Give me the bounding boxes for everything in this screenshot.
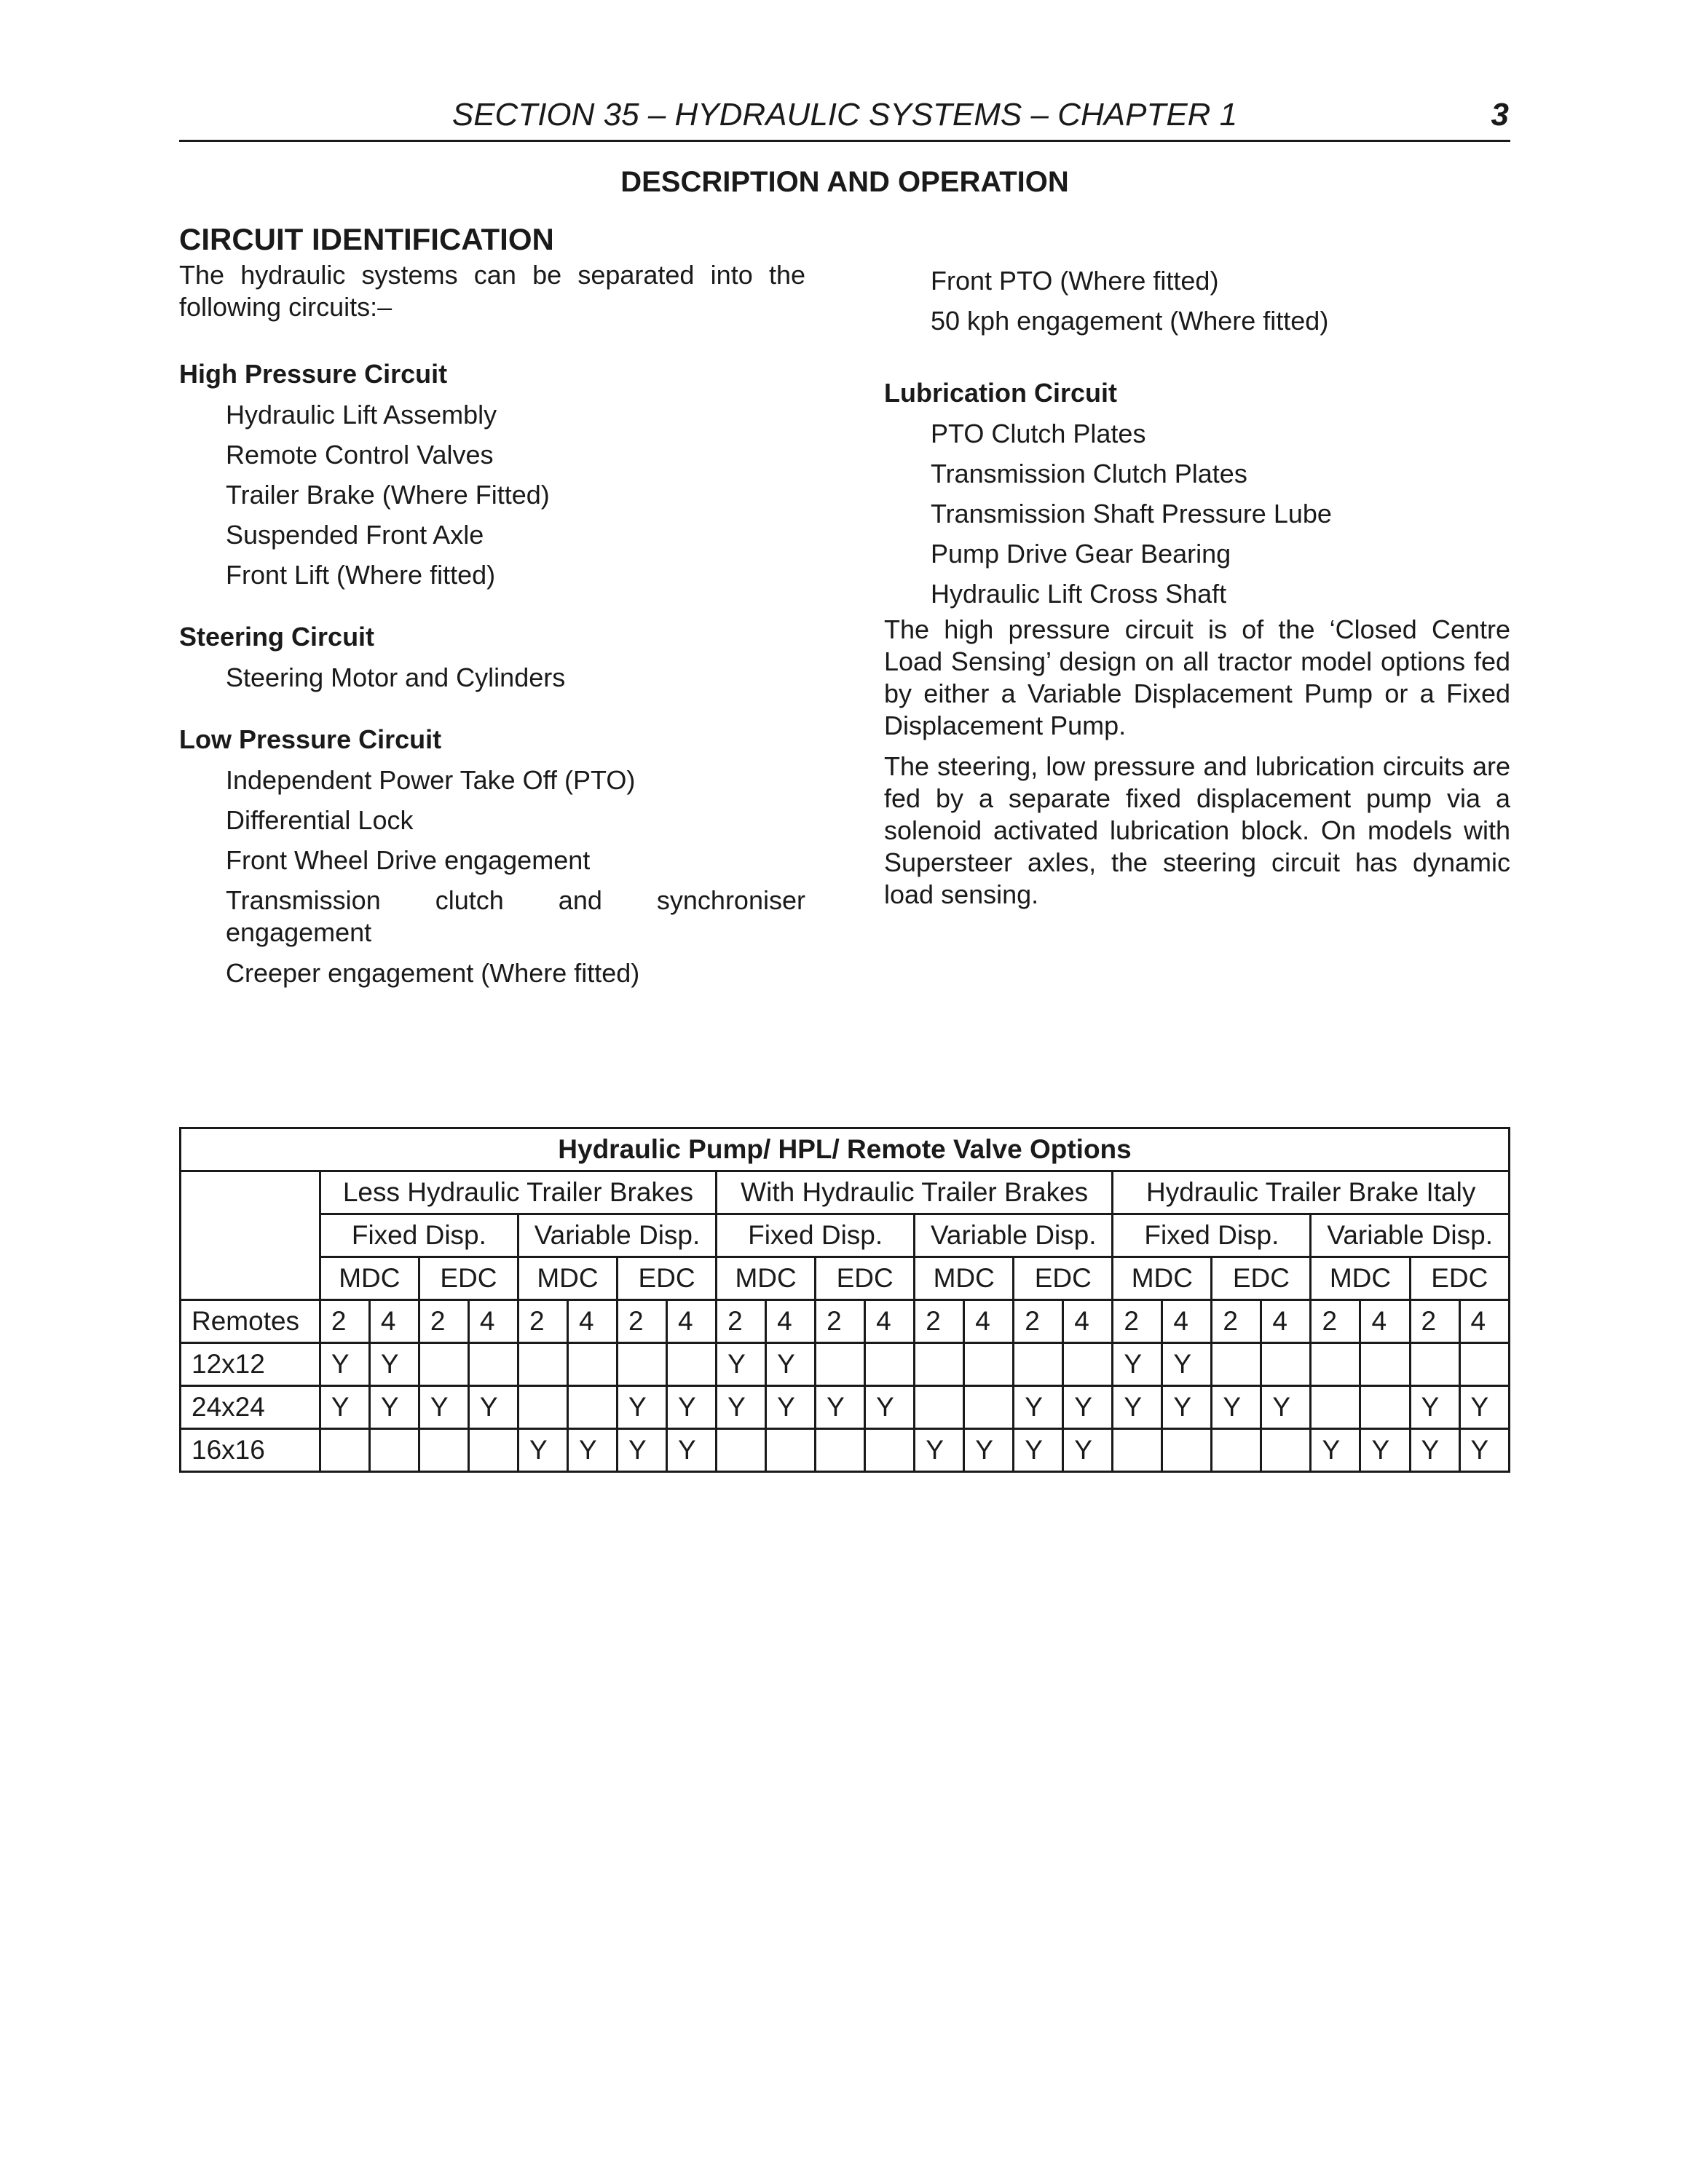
remote-count: 2 xyxy=(1014,1300,1063,1343)
option-cell: Y xyxy=(766,1386,816,1429)
control-type-header: EDC xyxy=(1212,1257,1311,1300)
option-cell xyxy=(1261,1429,1311,1472)
list-item: Transmission Clutch Plates xyxy=(931,459,1247,488)
option-cell xyxy=(567,1343,617,1386)
lubrication-list xyxy=(884,414,1510,614)
low-pressure-list-continued xyxy=(884,261,1510,341)
remote-count: 2 xyxy=(1113,1300,1162,1343)
option-cell: Y xyxy=(717,1386,766,1429)
list-item: Remote Control Valves xyxy=(226,440,494,470)
option-cell: Y xyxy=(369,1343,419,1386)
option-cell: Y xyxy=(1360,1429,1410,1472)
remote-count: 4 xyxy=(369,1300,419,1343)
option-cell xyxy=(518,1386,567,1429)
remote-count: 4 xyxy=(865,1300,915,1343)
remote-count: 4 xyxy=(1459,1300,1509,1343)
main-heading: DESCRIPTION AND OPERATION xyxy=(620,166,1069,198)
left-column xyxy=(179,220,805,993)
option-cell: Y xyxy=(1014,1386,1063,1429)
option-cell xyxy=(320,1429,369,1472)
option-cell: Y xyxy=(816,1386,865,1429)
remote-count: 2 xyxy=(1410,1300,1459,1343)
table-row xyxy=(181,1343,1510,1386)
option-cell xyxy=(717,1429,766,1472)
transmission-label: 16x16 xyxy=(181,1429,320,1472)
option-cell xyxy=(667,1343,717,1386)
list-item: Front Wheel Drive engagement xyxy=(226,845,591,875)
brake-group-row xyxy=(181,1171,1510,1214)
option-cell xyxy=(915,1386,964,1429)
option-cell: Y xyxy=(419,1386,468,1429)
option-cell xyxy=(468,1429,518,1472)
low-pressure-heading: Low Pressure Circuit xyxy=(179,724,442,754)
intro-paragraph: The hydraulic systems can be separated into the following circuits:– xyxy=(179,260,805,322)
control-type-row xyxy=(181,1257,1510,1300)
pump-type-header: Fixed Disp. xyxy=(320,1214,518,1257)
remote-count: 2 xyxy=(618,1300,667,1343)
option-cell xyxy=(915,1343,964,1386)
pump-type-header: Variable Disp. xyxy=(915,1214,1113,1257)
option-cell xyxy=(1311,1343,1360,1386)
option-cell xyxy=(816,1343,865,1386)
list-item: Steering Motor and Cylinders xyxy=(226,662,566,692)
option-cell: Y xyxy=(1212,1386,1261,1429)
brake-group-header: With Hydraulic Trailer Brakes xyxy=(717,1171,1113,1214)
control-type-header: EDC xyxy=(419,1257,518,1300)
option-cell xyxy=(518,1343,567,1386)
list-item: Hydraulic Lift Assembly xyxy=(226,400,497,430)
remote-count: 2 xyxy=(419,1300,468,1343)
remote-count: 2 xyxy=(915,1300,964,1343)
high-pressure-heading: High Pressure Circuit xyxy=(179,359,448,389)
option-cell: Y xyxy=(1311,1429,1360,1472)
option-cell xyxy=(865,1343,915,1386)
transmission-label: 24x24 xyxy=(181,1386,320,1429)
option-cell xyxy=(1311,1386,1360,1429)
remote-count: 2 xyxy=(816,1300,865,1343)
empty-corner-cell xyxy=(181,1171,320,1300)
remote-count: 2 xyxy=(320,1300,369,1343)
remotes-label: Remotes xyxy=(181,1300,320,1343)
list-item: Front Lift (Where fitted) xyxy=(226,560,496,590)
control-type-header: MDC xyxy=(717,1257,816,1300)
option-cell xyxy=(1360,1386,1410,1429)
remote-count: 4 xyxy=(468,1300,518,1343)
option-cell xyxy=(1113,1429,1162,1472)
option-cell xyxy=(1212,1429,1261,1472)
option-cell: Y xyxy=(865,1386,915,1429)
option-cell xyxy=(964,1386,1014,1429)
remote-count: 4 xyxy=(1162,1300,1212,1343)
option-cell xyxy=(468,1343,518,1386)
option-cell: Y xyxy=(1113,1343,1162,1386)
option-cell xyxy=(1459,1343,1509,1386)
transmission-label: 12x12 xyxy=(181,1343,320,1386)
list-item: PTO Clutch Plates xyxy=(931,419,1146,448)
section-title: SECTION 35 – HYDRAULIC SYSTEMS – CHAPTER 1 xyxy=(451,97,1238,132)
remote-count: 2 xyxy=(518,1300,567,1343)
steering-list xyxy=(179,657,805,697)
pump-type-header: Fixed Disp. xyxy=(1113,1214,1311,1257)
option-cell: Y xyxy=(766,1343,816,1386)
remote-count: 2 xyxy=(717,1300,766,1343)
steering-heading: Steering Circuit xyxy=(179,622,375,652)
option-cell xyxy=(816,1429,865,1472)
list-item: Suspended Front Axle xyxy=(226,520,484,550)
list-item: Creeper engagement (Where fitted) xyxy=(226,958,640,988)
option-cell: Y xyxy=(915,1429,964,1472)
option-cell xyxy=(618,1343,667,1386)
list-item: Transmission Shaft Pressure Lube xyxy=(931,499,1332,529)
remote-count: 4 xyxy=(1063,1300,1113,1343)
option-cell xyxy=(567,1386,617,1429)
option-cell xyxy=(1261,1343,1311,1386)
hydraulic-options-table xyxy=(179,1127,1510,1473)
control-type-header: EDC xyxy=(1014,1257,1113,1300)
table-title: Hydraulic Pump/ HPL/ Remote Valve Options xyxy=(181,1128,1510,1171)
remote-count: 2 xyxy=(1212,1300,1261,1343)
pump-type-header: Fixed Disp. xyxy=(717,1214,915,1257)
option-cell xyxy=(1410,1343,1459,1386)
option-cell: Y xyxy=(667,1386,717,1429)
list-item: Pump Drive Gear Bearing xyxy=(931,539,1231,569)
circuit-identification-title: CIRCUIT IDENTIFICATION xyxy=(179,222,554,256)
list-item: Transmission clutch and synchroniser engagement xyxy=(226,885,805,947)
remote-count: 4 xyxy=(964,1300,1014,1343)
list-item: Trailer Brake (Where Fitted) xyxy=(226,480,550,510)
remote-count: 2 xyxy=(1311,1300,1360,1343)
option-cell: Y xyxy=(1063,1386,1113,1429)
high-pressure-list xyxy=(179,395,805,595)
control-type-header: MDC xyxy=(518,1257,617,1300)
list-item: Independent Power Take Off (PTO) xyxy=(226,765,636,795)
option-cell: Y xyxy=(618,1386,667,1429)
option-cell xyxy=(1063,1343,1113,1386)
steering-pump-paragraph: The steering, low pressure and lubrication circuits are fed by a separate fixed displacement pump via a solenoid activated lubrication block. On models with Supersteer axles, the steering circuit has dynamic load sensing. xyxy=(884,751,1510,909)
remote-count: 4 xyxy=(1360,1300,1410,1343)
control-type-header: EDC xyxy=(1410,1257,1510,1300)
option-cell: Y xyxy=(1261,1386,1311,1429)
closed-centre-paragraph: The high pressure circuit is of the ‘Closed Centre Load Sensing’ design on all tractor model options fed by either a Variable Displacement Pump or a Fixed Displacement Pump. xyxy=(884,614,1510,740)
option-cell: Y xyxy=(1162,1386,1212,1429)
option-cell xyxy=(419,1429,468,1472)
low-pressure-list xyxy=(179,760,805,993)
option-cell: Y xyxy=(964,1429,1014,1472)
remote-count: 4 xyxy=(667,1300,717,1343)
control-type-header: MDC xyxy=(1113,1257,1212,1300)
option-cell: Y xyxy=(1410,1386,1459,1429)
control-type-header: MDC xyxy=(915,1257,1014,1300)
option-cell xyxy=(369,1429,419,1472)
option-cell: Y xyxy=(320,1386,369,1429)
table-title-row xyxy=(181,1128,1510,1171)
option-cell: Y xyxy=(320,1343,369,1386)
brake-group-header: Hydraulic Trailer Brake Italy xyxy=(1113,1171,1510,1214)
option-cell xyxy=(766,1429,816,1472)
pump-type-header: Variable Disp. xyxy=(518,1214,716,1257)
option-cell: Y xyxy=(1162,1343,1212,1386)
option-cell xyxy=(419,1343,468,1386)
option-cell: Y xyxy=(468,1386,518,1429)
list-item: Hydraulic Lift Cross Shaft xyxy=(931,579,1227,609)
option-cell: Y xyxy=(567,1429,617,1472)
option-cell xyxy=(1360,1343,1410,1386)
remotes-row xyxy=(181,1300,1510,1343)
page-header xyxy=(179,93,1510,142)
option-cell: Y xyxy=(1063,1429,1113,1472)
control-type-header: EDC xyxy=(618,1257,717,1300)
control-type-header: MDC xyxy=(320,1257,419,1300)
control-type-header: EDC xyxy=(816,1257,915,1300)
remote-count: 4 xyxy=(567,1300,617,1343)
option-cell xyxy=(964,1343,1014,1386)
option-cell: Y xyxy=(717,1343,766,1386)
option-cell xyxy=(1212,1343,1261,1386)
option-cell: Y xyxy=(1410,1429,1459,1472)
option-cell: Y xyxy=(518,1429,567,1472)
pump-type-header: Variable Disp. xyxy=(1311,1214,1510,1257)
page-number: 3 xyxy=(1491,97,1509,132)
table-row xyxy=(181,1429,1510,1472)
pump-type-row xyxy=(181,1214,1510,1257)
option-cell: Y xyxy=(618,1429,667,1472)
brake-group-header: Less Hydraulic Trailer Brakes xyxy=(320,1171,716,1214)
table-row xyxy=(181,1386,1510,1429)
option-cell: Y xyxy=(1459,1386,1509,1429)
lubrication-heading: Lubrication Circuit xyxy=(884,378,1118,408)
option-cell xyxy=(865,1429,915,1472)
option-cell: Y xyxy=(1459,1429,1509,1472)
option-cell: Y xyxy=(667,1429,717,1472)
remote-count: 4 xyxy=(766,1300,816,1343)
option-cell: Y xyxy=(1014,1429,1063,1472)
option-cell: Y xyxy=(369,1386,419,1429)
option-cell xyxy=(1014,1343,1063,1386)
list-item: Front PTO (Where fitted) xyxy=(931,266,1219,296)
option-cell: Y xyxy=(1113,1386,1162,1429)
option-cell xyxy=(1162,1429,1212,1472)
list-item: Differential Lock xyxy=(226,805,414,835)
list-item: 50 kph engagement (Where fitted) xyxy=(931,306,1329,336)
control-type-header: MDC xyxy=(1311,1257,1410,1300)
right-column xyxy=(884,261,1510,919)
remote-count: 4 xyxy=(1261,1300,1311,1343)
